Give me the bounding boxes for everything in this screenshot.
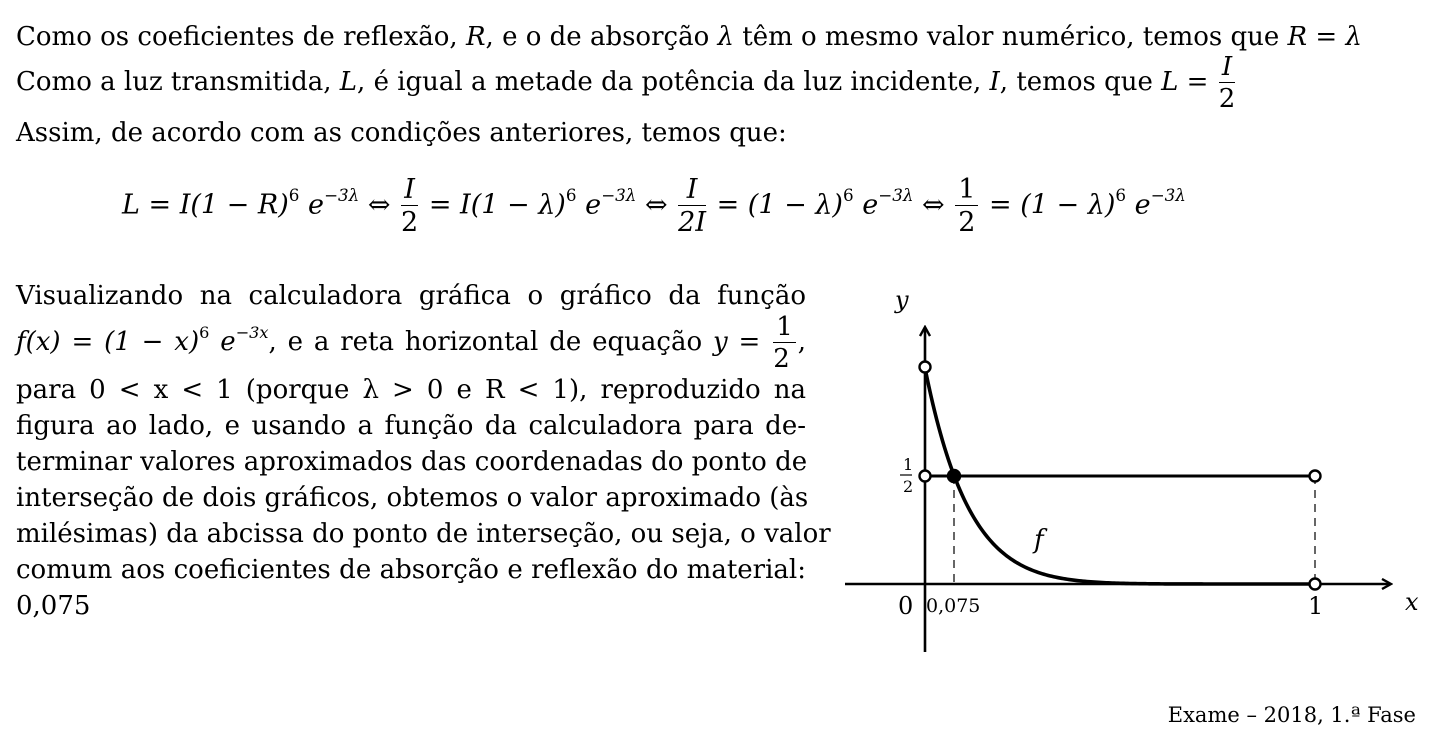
- line2-mid: , é igual a metade da potência da luz incidente,: [357, 67, 990, 97]
- eq-part3: = (1 − λ): [716, 189, 843, 221]
- display-equation: [122, 176, 1186, 236]
- para-row-4: figura ao lado, e usando a função da calculadora para de-: [16, 411, 806, 441]
- eq-exp-c: −3λ: [878, 184, 914, 205]
- explanation-paragraph: [16, 278, 831, 624]
- para-frac-den: 2: [773, 344, 790, 374]
- para-exp: −3x: [235, 322, 269, 342]
- line2-end: , temos que: [999, 67, 1162, 97]
- curve-label-f: f: [1034, 525, 1044, 555]
- line2-frac-num: I: [1219, 54, 1236, 83]
- para-e: e: [209, 327, 236, 357]
- exam-source: Exame – 2018, 1.ª Fase: [1167, 703, 1416, 727]
- line1-mid: , e o de absorção: [485, 22, 718, 52]
- eq-frac-1: [401, 176, 418, 236]
- eq-iff-3: ⇔: [913, 189, 954, 221]
- open-point-line-end: [1310, 471, 1321, 482]
- tick-label-1: 1: [1308, 592, 1324, 620]
- para-row-9: 0,075: [16, 591, 91, 621]
- tick-label-0075: 0,075: [926, 595, 981, 617]
- para-row-3: para 0 < x < 1 (porque λ > 0 e R < 1), reproduzido na: [16, 375, 806, 405]
- eq-frac2-den: 2I: [678, 207, 706, 238]
- eq-frac2-num: I: [678, 176, 706, 206]
- tick-half-den: 2: [903, 477, 914, 496]
- line2-frac-den: 2: [1218, 84, 1236, 114]
- para-row-2: [16, 314, 806, 372]
- text-line-2: [16, 54, 1237, 112]
- line2-text: Como a luz transmitida,: [16, 67, 340, 97]
- eq-iff-2: ⇔: [636, 189, 677, 221]
- eq-frac3-den: 2: [958, 207, 976, 238]
- function-graph: [840, 280, 1430, 660]
- para-fx: f(x) = (1 − x): [16, 327, 200, 357]
- para-row-8: comum aos coeficientes de absorção e reflexão do material:: [16, 555, 806, 585]
- eq-frac1-den: 2: [401, 207, 419, 238]
- eq-e-d: e: [1126, 189, 1151, 221]
- eq-exp-b: −3λ: [601, 184, 637, 205]
- open-point-curve-end: [1310, 579, 1321, 590]
- eq-frac-3: [955, 176, 978, 236]
- x-axis-label: x: [1405, 588, 1419, 616]
- tick-half-num: 1: [903, 455, 914, 474]
- y-axis-label: y: [895, 286, 909, 314]
- eq-part1: L = I(1 − R): [122, 189, 289, 221]
- eq-part2: = I(1 − λ): [428, 189, 566, 221]
- line1-R: R: [465, 22, 486, 52]
- eq-exp6-a: 6: [288, 184, 300, 205]
- text-line-3: [16, 118, 787, 148]
- eq-frac3-num: 1: [955, 176, 978, 206]
- para-y-eq: y =: [712, 327, 761, 357]
- eq-part4: = (1 − λ): [989, 189, 1116, 221]
- line2-eq-L: L =: [1161, 67, 1209, 97]
- intersection-point: [948, 470, 961, 483]
- line2-I: I: [989, 67, 1000, 97]
- para-comma: ,: [797, 327, 807, 357]
- line2-fraction: [1219, 54, 1236, 112]
- para-row-1: Visualizando na calculadora gráfica o gráfico da função: [16, 281, 806, 311]
- line1-text: Como os coeficientes de reflexão,: [16, 22, 466, 52]
- eq-exp-d: −3λ: [1150, 184, 1186, 205]
- text-line-1: [16, 22, 1362, 52]
- eq-frac-2: [678, 176, 706, 236]
- open-point-half: [920, 471, 931, 482]
- eq-frac1-num: I: [401, 176, 418, 206]
- para-row-5: terminar valores aproximados das coordenadas do ponto de: [16, 447, 808, 477]
- line1-equation: R = λ: [1287, 22, 1362, 52]
- eq-e-a: e: [299, 189, 324, 221]
- para-row-6: interseção de dois gráficos, obtemos o valor aproximado (às: [16, 483, 809, 513]
- line1-lambda: λ: [717, 22, 734, 52]
- eq-e-b: e: [576, 189, 602, 221]
- line1-end: têm o mesmo valor numérico, temos que: [733, 22, 1288, 52]
- open-point-y-axis: [920, 362, 931, 373]
- eq-e-c: e: [853, 189, 879, 221]
- eq-exp-a: −3λ: [323, 184, 360, 205]
- para-exp6: 6: [199, 322, 210, 342]
- para-row-7: milésimas) da abcissa do ponto de interseção, ou seja, o valor: [16, 519, 831, 549]
- para-row2-text: , e a reta horizontal de equação: [268, 327, 713, 357]
- eq-iff-1: ⇔: [359, 189, 400, 221]
- eq-exp6-d: 6: [1115, 184, 1127, 205]
- origin-label: 0: [898, 592, 914, 620]
- eq-exp6-c: 6: [842, 184, 854, 205]
- line3-text: Assim, de acordo com as condições anteriores, temos que:: [16, 118, 787, 148]
- para-frac-num: 1: [773, 314, 796, 343]
- para-fraction: [773, 314, 796, 372]
- line2-L: L: [339, 67, 358, 97]
- eq-exp6-b: 6: [565, 184, 577, 205]
